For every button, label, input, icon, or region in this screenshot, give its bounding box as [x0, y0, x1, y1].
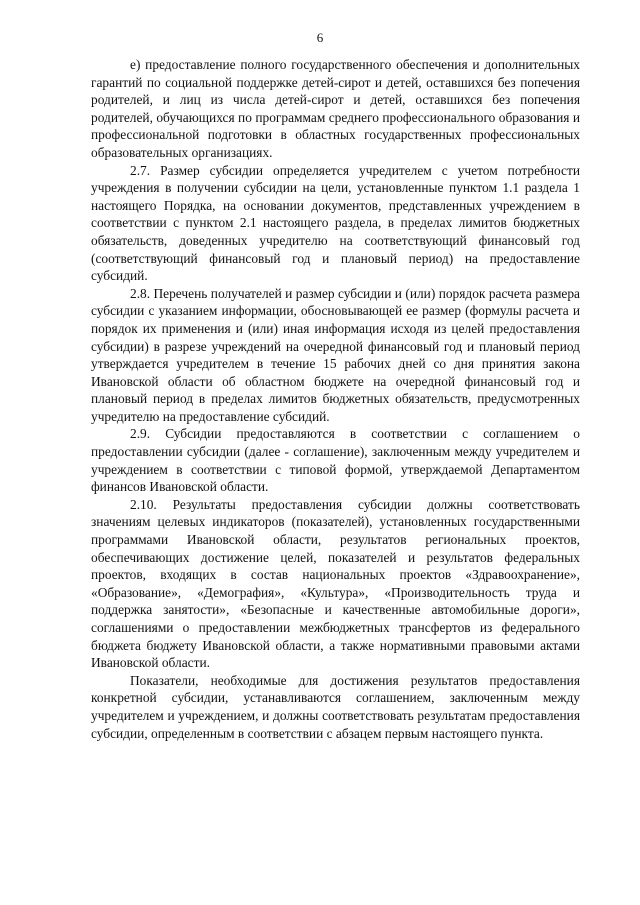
paragraph-2-8: 2.8. Перечень получателей и размер субсидии и (или) порядок расчета размера субсидии с указанием информации, обосновывающей ее размер (формулы расчета и порядок их применения и (или) иная информация исходя из целей предоставления субсидии) в разрезе учреждений на очередной финансовый год и плановый период утверждается учредителем в течение 15 рабочих дней со дня принятия закона Ивановской области об областном бюджете на очередной финансовый год и плановый период в пределах лимитов бюджетных обязательств, предусмотренных учредителю на предоставление субсидий. — [91, 285, 580, 424]
page-number: 6 — [316, 30, 324, 45]
paragraph-2-10: 2.10. Результаты предоставления субсидии должны соответствовать значениям целевых индикаторов (показателей), установленных государственными программами Ивановской области, результатов региональных проектов, обеспечивающих достижение целей, показателей и результатов федеральных проектов, входящих в состав национальных проектов «Здравоохранение», «Образование», «Демография», «Культура», «Производительность труда и поддержка занятости», «Безопасные и качественные автомобильные дороги», соглашениями о предоставлении межбюджетных трансфертов из федерального бюджета бюджету Ивановской области, а также нормативными правовыми актами Ивановской области. — [91, 496, 580, 671]
paragraph-2-9: 2.9. Субсидии предоставляются в соответствии с соглашением о предоставлении субсидии (далее - соглашение), заключенным между учредителем и учреждением в соответствии с типовой формой, утверждаемой Департаментом финансов Ивановской области. — [91, 426, 580, 495]
paragraph-indicators: Показатели, необходимые для достижения результатов предоставления конкретной субсидии, устанавливаются соглашением, заключенным между учредителем и учреждением, и должны соответствовать результатам предоставления субсидии, определенным в соответствии с абзацем первым настоящего пункта. — [91, 672, 580, 741]
document-body — [91, 56, 580, 742]
paragraph-2-7: 2.7. Размер субсидии определяется учредителем с учетом потребности учреждения в получении субсидии на цели, установленные пунктом 1.1 раздела 1 настоящего Порядка, на основании документов, представленных учреждением в соответствии с пунктом 2.1 настоящего раздела, в пределах лимитов бюджетных обязательств, доведенных учредителю на соответствующий финансовый год (соответствующий финансовый год и плановый период) на предоставление субсидий. — [91, 162, 580, 284]
paragraph-subitem-e: е) предоставление полного государственного обеспечения и дополнительных гарантий по социальной поддержке детей-сирот и детей, оставшихся без попечения родителей, и лиц из числа детей-сирот и детей, оставшихся без попечения родителей, обучающихся по программам среднего профессионального образования и профессиональной подготовки в областных государственных профессиональных образовательных организациях. — [91, 57, 580, 160]
